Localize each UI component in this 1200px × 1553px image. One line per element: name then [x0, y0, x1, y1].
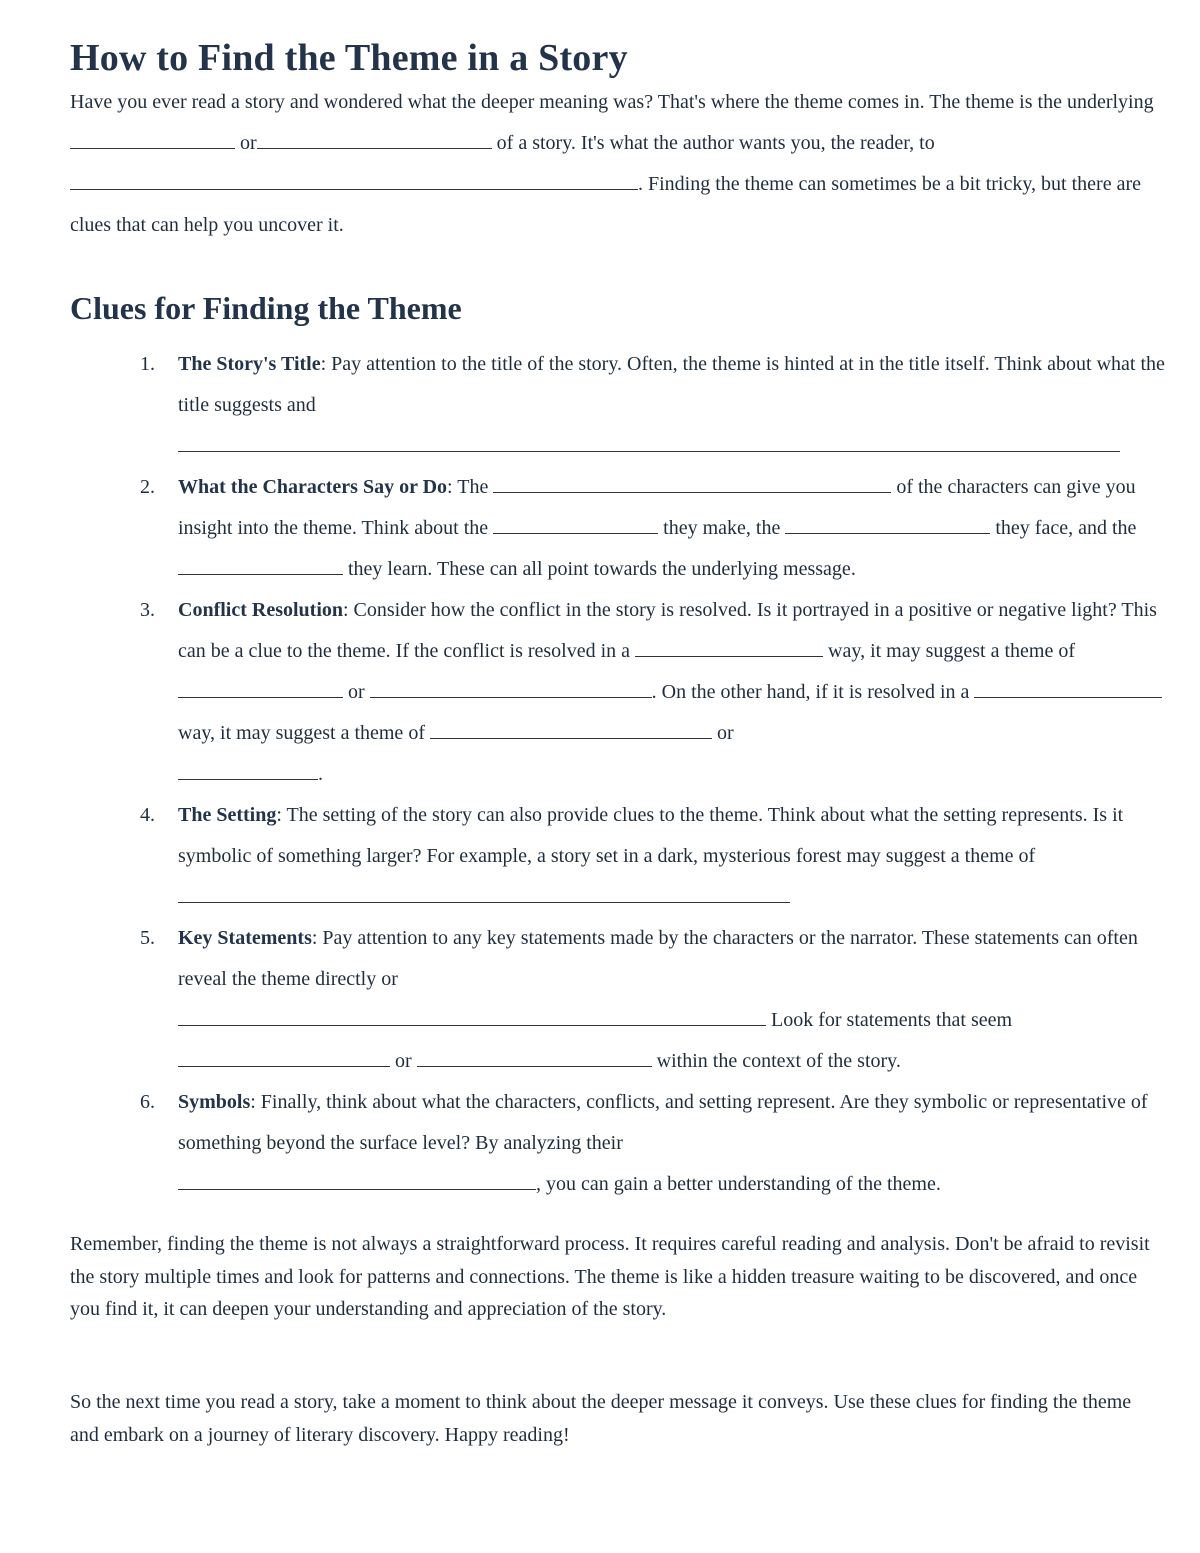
- clue-text: they make, the: [663, 517, 781, 539]
- fill-in-blank[interactable]: [257, 126, 492, 149]
- clue-text: or: [395, 1050, 412, 1072]
- clue-label: The Story's Title: [178, 353, 321, 375]
- fill-in-blank[interactable]: [417, 1044, 652, 1067]
- clue-number: 5.: [140, 927, 155, 949]
- clue-item: [70, 467, 1165, 590]
- clue-label: Conflict Resolution: [178, 599, 343, 621]
- clue-text: of the characters can give you insight into the theme. Think about the: [178, 476, 1136, 539]
- clue-text: .: [318, 763, 323, 785]
- clue-text: , you can gain a better understanding of the theme.: [536, 1173, 941, 1195]
- intro-text: Have you ever read a story and wondered what the deeper meaning was? That's where the theme comes in. The theme is the underlying: [70, 91, 1154, 113]
- fill-in-blank[interactable]: [635, 634, 823, 657]
- clue-text: they face, and the: [995, 517, 1137, 539]
- closing-paragraph: So the next time you read a story, take a moment to think about the deeper message it conveys. Use these clues for finding the theme and embark on a journey of literary discovery. Happy reading!: [70, 1391, 1132, 1446]
- section-heading: Clues for Finding the Theme: [70, 290, 462, 326]
- fill-in-blank[interactable]: [70, 167, 638, 190]
- intro-paragraph: [70, 82, 1155, 246]
- clue-item: [70, 1082, 1165, 1205]
- intro-text: . Finding the theme can sometimes be a bit tricky, but there are clues that can help you uncover it.: [70, 173, 1141, 236]
- clue-text: . On the other hand, if it is resolved in a: [651, 681, 970, 703]
- fill-in-blank[interactable]: [493, 511, 658, 534]
- fill-in-blank[interactable]: [430, 716, 712, 739]
- page-title: How to Find the Theme in a Story: [70, 37, 628, 79]
- clue-text: they learn. These can all point towards the underlying message.: [348, 558, 856, 580]
- clue-number: 1.: [140, 353, 155, 375]
- clue-number: 3.: [140, 599, 155, 621]
- clue-text: within the context of the story.: [656, 1050, 901, 1072]
- clue-text: : The setting of the story can also provide clues to the theme. Think about what the setting represents. Is it symbolic of something larger? For example, a story set in a dark, mysterious forest may suggest a theme of: [178, 804, 1124, 867]
- clue-item: [70, 590, 1165, 795]
- fill-in-blank[interactable]: [178, 1044, 390, 1067]
- clues-list: [70, 344, 1165, 1205]
- clue-text: : Consider how the conflict in the story is resolved. Is it portrayed in a positive or negative light? This can be a clue to the theme. If the conflict is resolved in a: [178, 599, 1157, 662]
- clue-text: or: [348, 681, 365, 703]
- clue-label: Key Statements: [178, 927, 312, 949]
- clue-text: : Pay attention to the title of the story. Often, the theme is hinted at in the title itself. Think about what the title suggests and: [178, 353, 1165, 416]
- fill-in-blank[interactable]: [178, 880, 790, 903]
- fill-in-blank[interactable]: [974, 675, 1162, 698]
- clue-label: Symbols: [178, 1091, 251, 1113]
- clue-item: [70, 344, 1165, 467]
- fill-in-blank[interactable]: [178, 675, 343, 698]
- clue-text: way, it may suggest a theme of: [828, 640, 1076, 662]
- clue-text: : The: [447, 476, 489, 498]
- fill-in-blank[interactable]: [370, 675, 652, 698]
- intro-text: or: [240, 132, 257, 154]
- fill-in-blank[interactable]: [493, 470, 891, 493]
- clue-number: 6.: [140, 1091, 155, 1113]
- clue-item: [70, 918, 1165, 1082]
- clue-label: The Setting: [178, 804, 277, 826]
- clue-text: : Pay attention to any key statements made by the characters or the narrator. These statements can often reveal the theme directly or: [178, 927, 1138, 990]
- clue-text: Look for statements that seem: [771, 1009, 1013, 1031]
- clue-number: 4.: [140, 804, 155, 826]
- clue-label: What the Characters Say or Do: [178, 476, 448, 498]
- fill-in-blank[interactable]: [785, 511, 990, 534]
- fill-in-blank[interactable]: [70, 126, 235, 149]
- clue-text: or: [716, 722, 734, 744]
- clue-text: way, it may suggest a theme of: [178, 722, 425, 744]
- fill-in-blank[interactable]: [178, 757, 318, 780]
- intro-text: of a story. It's what the author wants you, the reader, to: [496, 132, 935, 154]
- clue-item: [70, 795, 1165, 918]
- fill-in-blank[interactable]: [178, 429, 1120, 452]
- clue-text: : Finally, think about what the characters, conflicts, and setting represent. Are they symbolic or representative of something beyond the surface level? By analyzing their: [178, 1091, 1148, 1154]
- fill-in-blank[interactable]: [178, 1167, 536, 1190]
- fill-in-blank[interactable]: [178, 552, 343, 575]
- closing-paragraph: Remember, finding the theme is not always a straightforward process. It requires careful reading and analysis. Don't be afraid to revisit the story multiple times and look for patterns and connections. The theme is like a hidden treasure waiting to be discovered, and once you find it, it can deepen your understanding and appreciation of the story.: [70, 1233, 1150, 1320]
- clue-number: 2.: [140, 476, 155, 498]
- fill-in-blank[interactable]: [178, 1003, 766, 1026]
